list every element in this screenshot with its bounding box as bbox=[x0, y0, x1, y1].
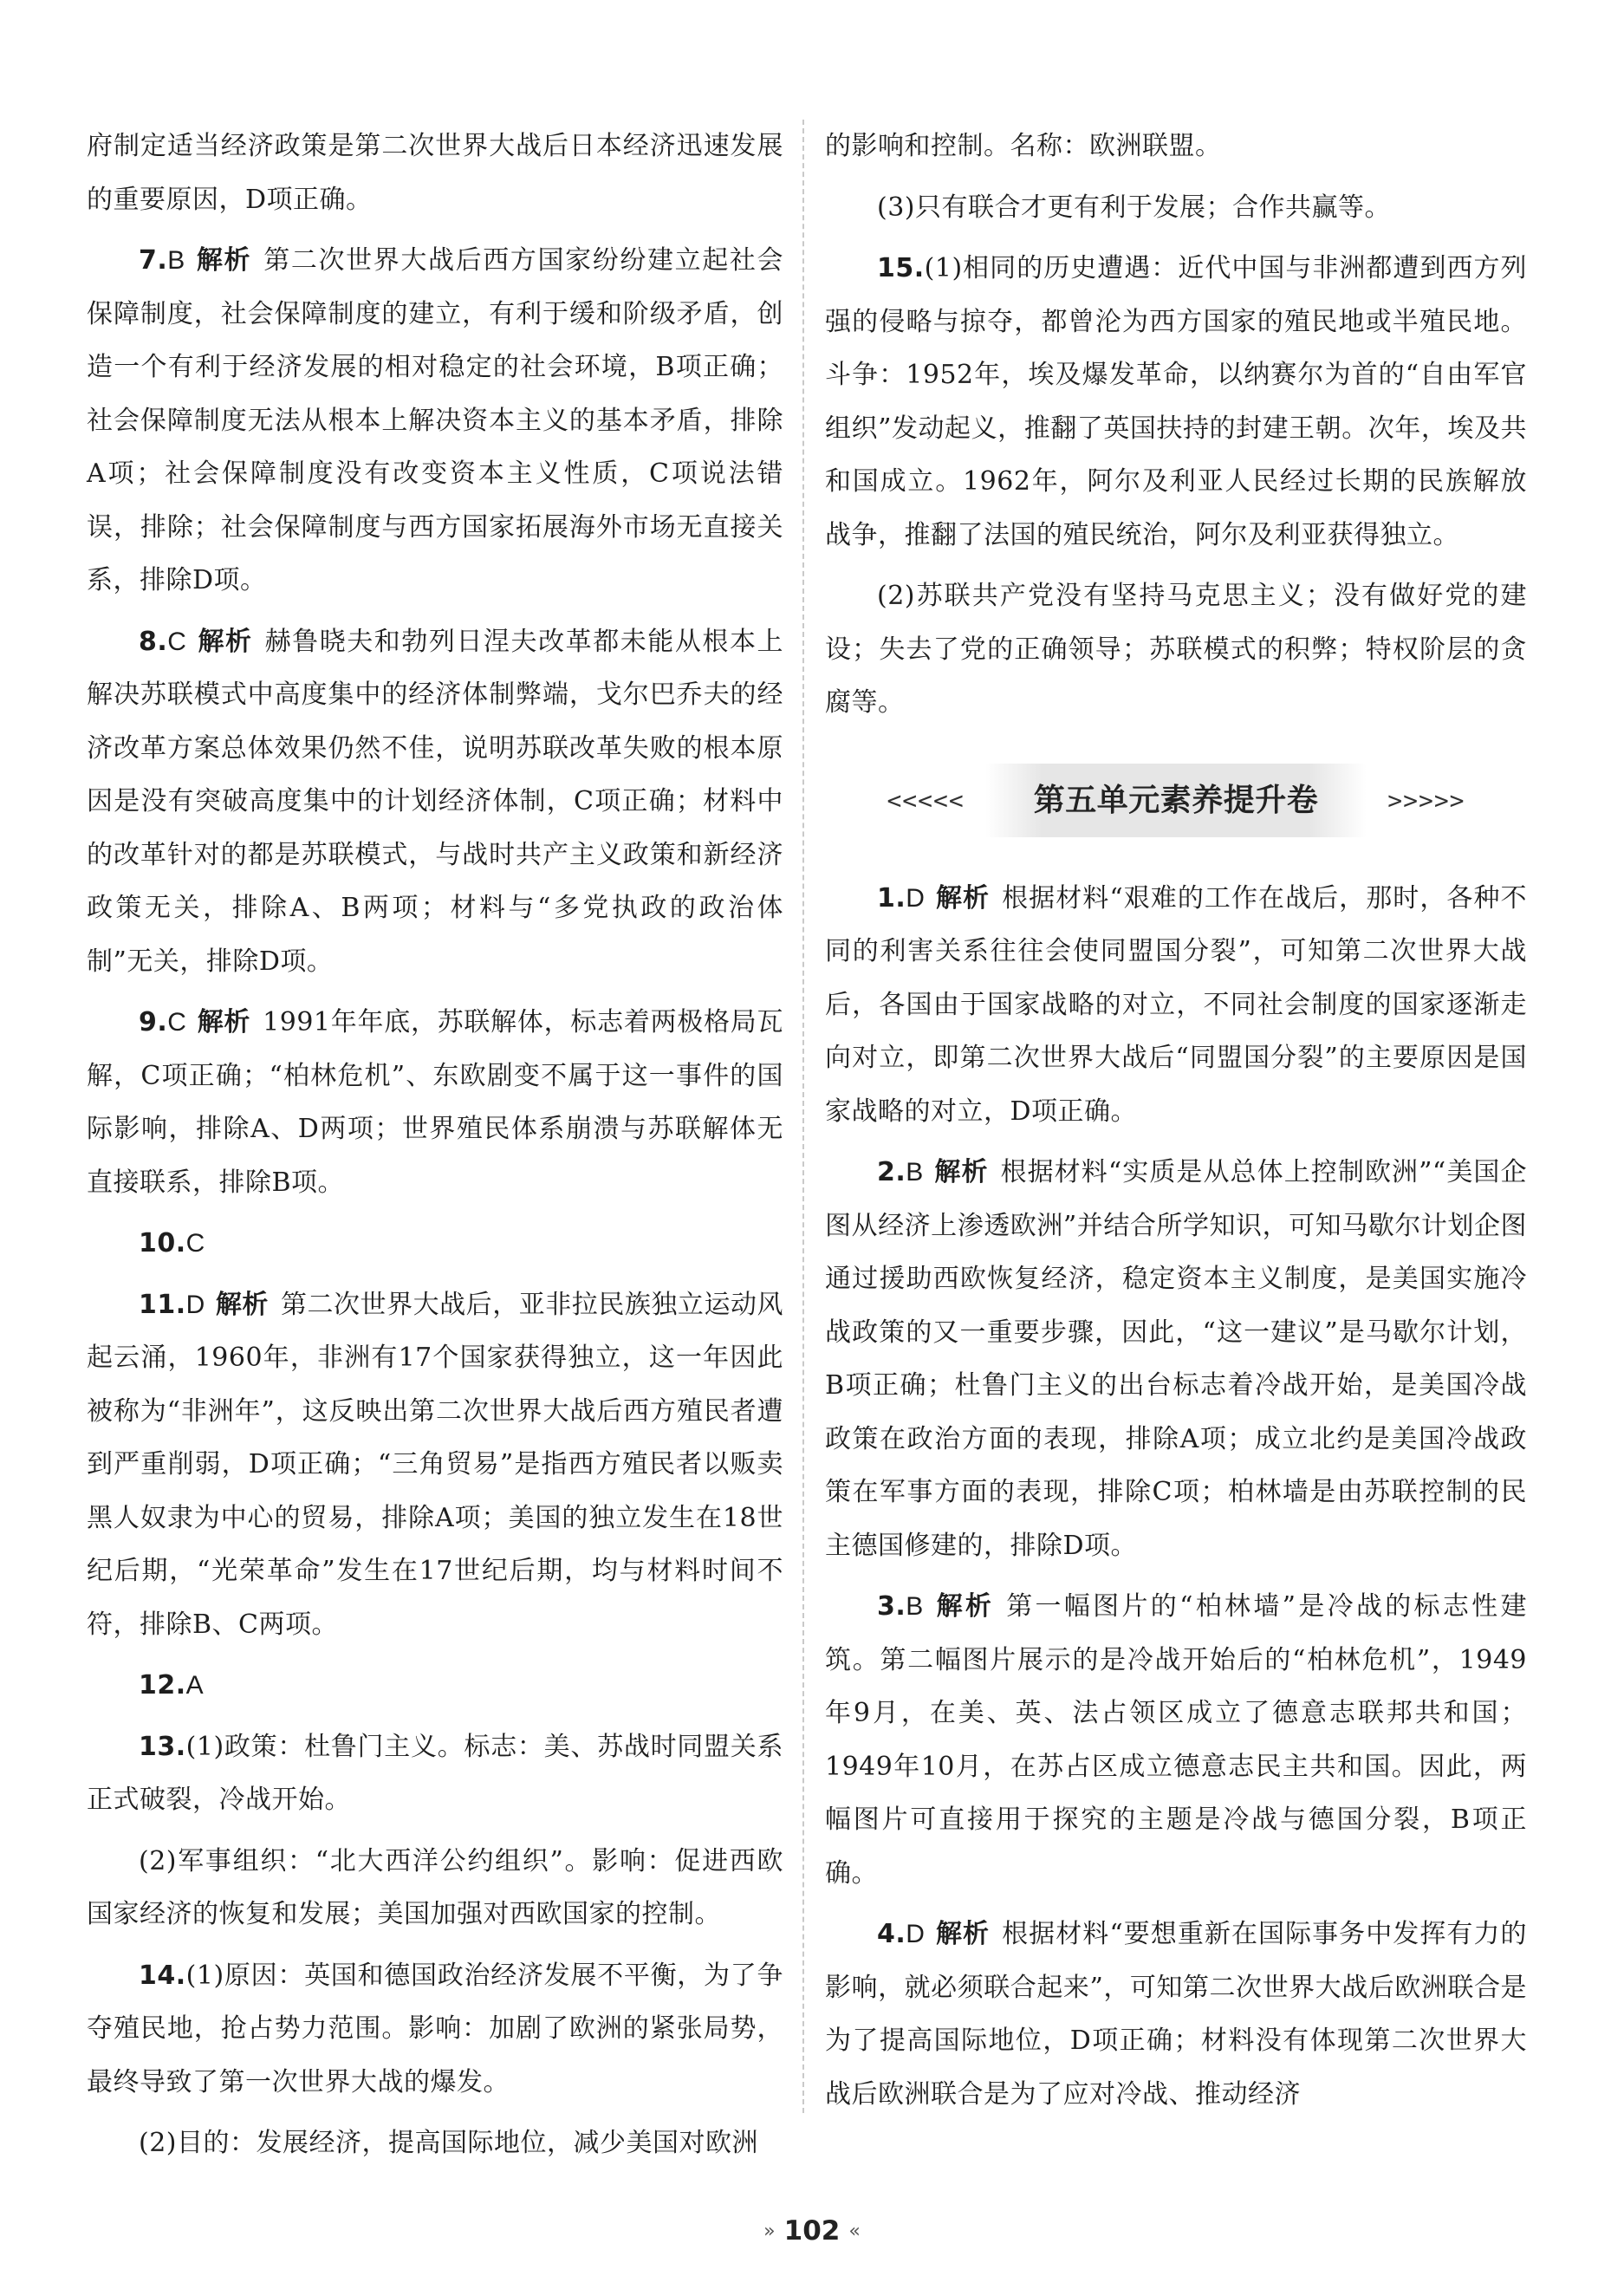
analysis-text: 第二次世界大战后，亚非拉民族独立运动风起云涌，1960年，非洲有17个国家获得独立，这一年因此被称为“非洲年”，这反映出第二次世界大战后西方殖民者遭到严重削弱，D项正确；“三角贸易”是指西方殖民者以贩卖黑人奴隶为中心的贸易，排除A项；美国的独立发生在18世纪后期，“光荣革命”发生在17世纪后期，均与材料时间不符，排除B、C两项。 bbox=[87, 1289, 784, 1640]
section-item-2 bbox=[825, 1146, 1527, 1572]
answer-item-13-part1 bbox=[87, 1720, 783, 1827]
item-number: 14. bbox=[139, 1960, 186, 1991]
item-answer: C bbox=[167, 1008, 187, 1037]
item-answer: B bbox=[906, 1158, 924, 1187]
answer-item-14-part3: (3)只有联合才更有利于发展；合作共赢等。 bbox=[877, 192, 1391, 223]
answer-item-12 bbox=[87, 1659, 783, 1713]
item-answer: B bbox=[906, 1592, 924, 1621]
item-answer: B bbox=[167, 246, 185, 275]
item-number: 8. bbox=[139, 626, 168, 657]
analysis-text: 根据材料“实质是从总体上控制欧洲”“美国企图从经济上渗透欧洲”并结合所学知识，可知马歇尔计划企图通过援助西欧恢复经济，稳定资本主义制度，是美国实施冷战政策的又一重要步骤，因此，“这一建议”是马歇尔计划，B项正确；杜鲁门主义的出台标志着冷战开始，是美国冷战政策在政治方面的表现，排除A项；成立北约是美国冷战政策在军事方面的表现，排除C项；柏林墙是由苏联控制的民主德国修建的，排除D项。 bbox=[825, 1157, 1527, 1561]
item-number: 9. bbox=[139, 1007, 168, 1037]
footer-right-arrow: « bbox=[848, 2220, 861, 2242]
column-divider bbox=[802, 120, 804, 2113]
item-number: 2. bbox=[877, 1157, 906, 1187]
item-answer: C bbox=[185, 1229, 205, 1258]
analysis-tag: 解析 bbox=[933, 1157, 989, 1187]
answer-text: (1)相同的历史遭遇：近代中国与非洲都遭到西方列强的侵略与掠夺，都曾沦为西方国家的殖民地或半殖民地。斗争：1952年，埃及爆发革命，以纳赛尔为首的“自由军官组织”发动起义，推翻了英国扶持的封建王朝。次年，埃及共和国成立。1962年，阿尔及利亚人民经过长期的民族解放战争，推翻了法国的殖民统治，阿尔及利亚获得独立。 bbox=[825, 253, 1527, 550]
answer-text: (1)政策：杜鲁门主义。标志：美、苏战时同盟关系正式破裂，冷战开始。 bbox=[87, 1731, 783, 1815]
item-number: 13. bbox=[139, 1731, 186, 1762]
footer-left-arrow: » bbox=[763, 2220, 776, 2242]
left-column bbox=[87, 120, 783, 2178]
analysis-text: 根据材料“艰难的工作在战后，那时，各种不同的利害关系往往会使同盟国分裂”，可知第二次世界大战后，各国由于国家战略的对立，不同社会制度的国家逐渐走向对立，即第二次世界大战后“同盟国分裂”的主要原因是国家战略的对立，D项正确。 bbox=[825, 882, 1528, 1127]
item-answer: A bbox=[185, 1671, 205, 1700]
item-number: 4. bbox=[877, 1919, 906, 1949]
section-item-3 bbox=[825, 1580, 1527, 1900]
answer-item-7 bbox=[87, 234, 783, 608]
answer-item-15-part1 bbox=[825, 242, 1527, 562]
item-number: 11. bbox=[139, 1289, 186, 1320]
analysis-text: 第一幅图片的“柏林墙”是冷战的标志性建筑。第二幅图片展示的是冷战开始后的“柏林危机”，1949年9月，在美、英、法占领区成立了德意志联邦共和国；1949年10月，在苏占区成立德意志民主共和国。因此，两幅图片可直接用于探究的主题是冷战与德国分裂，B项正确。 bbox=[825, 1591, 1527, 1889]
answer-item-14-part2: (2)目的：发展经济，提高国际地位，减少美国对欧洲 bbox=[139, 2128, 758, 2158]
analysis-text: 根据材料“要想重新在国际事务中发挥有力的影响，就必须联合起来”，可知第二次世界大战后欧洲联合是为了提高国际地位，D项正确；材料没有体现第二次世界大战后欧洲联合是为了应对冷战、推动经济 bbox=[825, 1919, 1528, 2110]
section-header bbox=[825, 766, 1527, 836]
section-item-4 bbox=[825, 1908, 1527, 2121]
item-number: 15. bbox=[877, 253, 925, 283]
analysis-tag: 解析 bbox=[197, 1007, 251, 1037]
answer-item-11 bbox=[87, 1278, 783, 1652]
answer-item-8 bbox=[87, 615, 783, 989]
left-continuation-paragraph: 府制定适当经济政策是第二次世界大战后日本经济迅速发展的重要原因，D项正确。 bbox=[87, 131, 783, 215]
section-title: 第五单元素养提升卷 bbox=[985, 764, 1367, 838]
answer-item-9 bbox=[87, 996, 783, 1209]
answer-item-15-part2: (2)苏联共产党没有坚持马克思主义；没有做好党的建设；失去了党的正确领导；苏联模式的积弊；特权阶层的贪腐等。 bbox=[825, 581, 1527, 718]
item-number: 10. bbox=[139, 1228, 186, 1258]
page-footer bbox=[0, 2215, 1624, 2247]
analysis-tag: 解析 bbox=[197, 626, 253, 657]
right-column bbox=[825, 120, 1527, 2129]
section-item-1 bbox=[825, 872, 1527, 1139]
analysis-tag: 解析 bbox=[215, 1289, 269, 1320]
analysis-tag: 解析 bbox=[935, 882, 991, 914]
left-arrows-decoration: <<<<< bbox=[887, 785, 965, 815]
analysis-text: 1991年年底，苏联解体，标志着两极格局瓦解，C项正确；“柏林危机”、东欧剧变不属于这一事件的国际影响，排除A、D两项；世界殖民体系崩溃与苏联解体无直接联系，排除B项。 bbox=[87, 1007, 783, 1198]
analysis-tag: 解析 bbox=[935, 1919, 991, 1949]
item-answer: D bbox=[906, 883, 926, 913]
item-number: 1. bbox=[877, 882, 906, 914]
right-continuation-paragraph: 的影响和控制。名称：欧洲联盟。 bbox=[825, 131, 1222, 161]
answer-item-14-part1 bbox=[87, 1949, 783, 2110]
answer-item-13-part2: (2)军事组织：“北大西洋公约组织”。影响：促进西欧国家经济的恢复和发展；美国加强对西欧国家的控制。 bbox=[87, 1845, 783, 1929]
answer-item-10 bbox=[87, 1217, 783, 1271]
analysis-tag: 解析 bbox=[195, 245, 252, 276]
analysis-text: 赫鲁晓夫和勃列日涅夫改革都未能从根本上解决苏联模式中高度集中的经济体制弊端，戈尔巴乔夫的经济改革方案总体效果仍然不佳，说明苏联改革失败的根本原因是没有突破高度集中的计划经济体制，C项正确；材料中的改革针对的都是苏联模式，与战时共产主义政策和新经济政策无关，排除A、B两项；材料与“多党执政的政治体制”无关，排除D项。 bbox=[87, 626, 784, 977]
answer-text: (1)原因：英国和德国政治经济发展不平衡，为了争夺殖民地，抢占势力范围。影响：加剧了欧洲的紧张局势，最终导致了第一次世界大战的爆发。 bbox=[87, 1960, 783, 2097]
page-number: 102 bbox=[783, 2215, 841, 2247]
analysis-text: 第二次世界大战后西方国家纷纷建立起社会保障制度，社会保障制度的建立，有利于缓和阶级矛盾，创造一个有利于经济发展的相对稳定的社会环境，B项正确；社会保障制度无法从根本上解决资本主义的基本矛盾，排除A项；社会保障制度没有改变资本主义性质，C项说法错误，排除；社会保障制度与西方国家拓展海外市场无直接关系，排除D项。 bbox=[87, 245, 784, 595]
item-answer: C bbox=[167, 627, 187, 656]
item-answer: D bbox=[906, 1920, 926, 1948]
item-number: 3. bbox=[877, 1591, 906, 1622]
item-number: 12. bbox=[139, 1670, 186, 1700]
right-arrows-decoration: >>>>> bbox=[1387, 785, 1465, 815]
analysis-tag: 解析 bbox=[933, 1591, 995, 1622]
item-answer: D bbox=[185, 1290, 205, 1319]
item-number: 7. bbox=[139, 245, 168, 276]
